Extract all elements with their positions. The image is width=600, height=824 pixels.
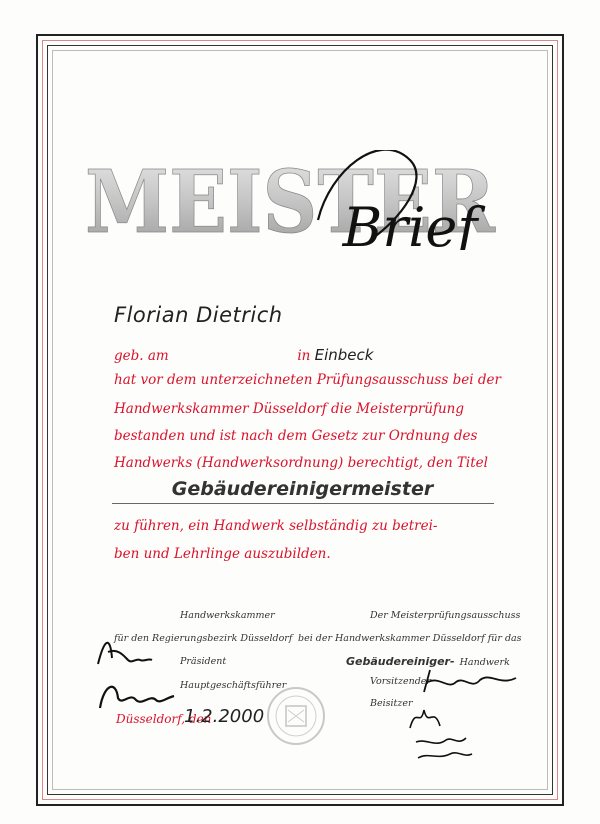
member-signatures (406, 698, 476, 762)
district-label: für den Regierungsbezirk Düsseldorf (114, 633, 293, 644)
body-line: hat vor dem unterzeichneten Prüfungsausschuss bei der (114, 372, 501, 388)
committee-label: Der Meisterprüfungsausschuss (370, 610, 521, 621)
holder-name: Florian Dietrich (114, 303, 283, 327)
birth-place: Einbeck (314, 346, 374, 364)
script-word: Brief (342, 196, 478, 250)
issue-date: 1.2.2000 (184, 706, 265, 727)
at-chamber-label: bei der Handwerkskammer Düsseldorf für das (298, 633, 522, 644)
manager-label: Hauptgeschäftsführer (180, 680, 287, 691)
headline-graphic (80, 150, 500, 250)
closing-line: ben und Lehrlinge auszubilden. (114, 546, 331, 562)
trade-name: Gebäudereiniger- (346, 655, 455, 668)
body-line: Handwerks (Handwerksordnung) berechtigt, den Titel (114, 455, 488, 471)
chair-label: Vorsitzender (370, 676, 431, 687)
headline-word: MEISTER (85, 152, 496, 250)
body-line: Handwerkskammer Düsseldorf die Meisterprüfung (114, 401, 465, 417)
president-signature (94, 630, 154, 670)
closing-line: zu führen, ein Handwerk selbständig zu betrei- (114, 518, 438, 534)
title-underline (112, 503, 494, 504)
birth-in: in (297, 348, 311, 364)
trade-suffix: Handwerk (459, 657, 510, 668)
president-label: Präsident (180, 656, 227, 667)
issue-place: Düsseldorf, den (116, 712, 212, 726)
manager-signature (96, 678, 176, 714)
members-label: Beisitzer (370, 698, 413, 709)
headline (80, 150, 500, 250)
birth-label: geb. am (114, 348, 169, 364)
official-seal (266, 686, 326, 746)
chamber-label: Handwerkskammer (180, 610, 275, 621)
body-line: bestanden und ist nach dem Gesetz zur Ordnung des (114, 428, 478, 444)
chair-signature (420, 666, 520, 696)
certificate-title: Gebäudereinigermeister (171, 478, 434, 500)
birth-line (114, 346, 373, 364)
